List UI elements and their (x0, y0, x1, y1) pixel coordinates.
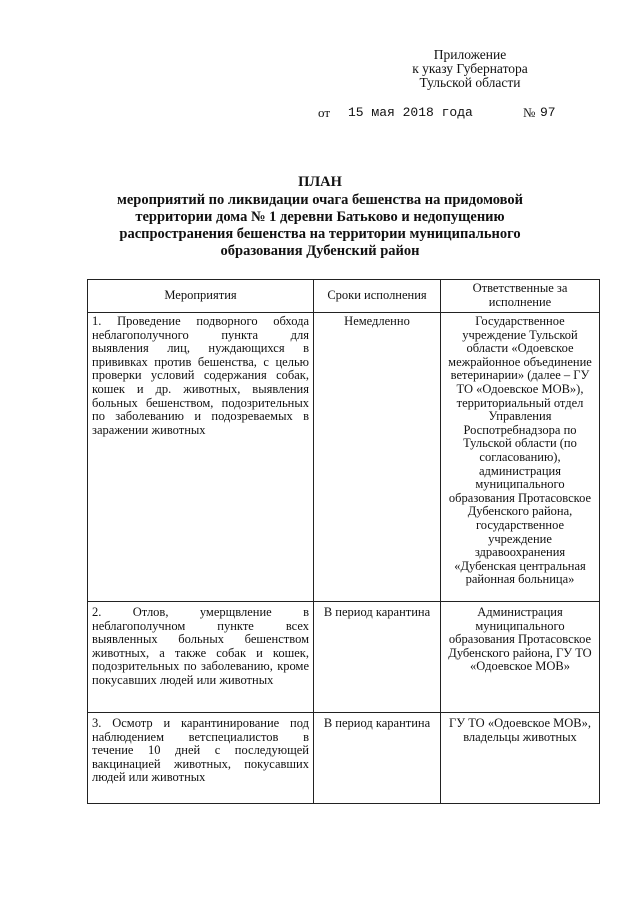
term-cell: В период карантина (314, 602, 441, 713)
responsible-cell: Администрация муниципального образования Протасовское Дубенского района, ГУ ТО «Одоевское МОВ» (441, 602, 600, 713)
responsible-cell: ГУ ТО «Одоевское МОВ», владельцы животных (441, 713, 600, 804)
header-responsible: Ответственные за исполнение (441, 280, 600, 313)
decree-from-label: от (318, 105, 331, 120)
table-header-row (88, 280, 600, 313)
title-line-3: распространения бешенства на территории муниципального (119, 226, 521, 242)
title-line-1: мероприятий по ликвидации очага бешенства на придомовой (116, 192, 523, 208)
term-cell: В период карантина (314, 713, 441, 804)
appendix-block (380, 48, 560, 90)
plan-table (87, 279, 600, 804)
decree-reference (318, 105, 556, 121)
activity-cell: 3. Осмотр и карантинирование под наблюдением ветспециалистов в течение 10 дней с последующей вакцинацией животных, покусавших людей или животных (88, 713, 314, 804)
appendix-line-1: Приложение (433, 47, 507, 62)
appendix-line-2: к указу Губернатора (412, 61, 528, 76)
decree-date: 15 мая 2018 года (348, 105, 473, 120)
header-terms: Сроки исполнения (314, 280, 441, 313)
document-title (60, 174, 580, 260)
decree-number-sign: № (523, 105, 536, 120)
table-row (88, 313, 600, 602)
decree-number: 97 (540, 105, 556, 120)
title-heading: ПЛАН (298, 174, 342, 190)
table-row (88, 602, 600, 713)
responsible-cell: Государственное учреждение Тульской области «Одоевское межрайонное объединение ветеринарии» (далее – ГУ ТО «Одоевское МОВ»), территориальный отдел Управления Роспотребнадзора по Тульской области (по согласованию), администрация муниципального образования Протасовское Дубенского района, государственное учреждение здравоохранения «Дубенская центральная районная больница» (441, 313, 600, 602)
appendix-line-3: Тульской области (419, 75, 521, 90)
header-activities: Мероприятия (88, 280, 314, 313)
activity-cell: 1. Проведение подворного обхода неблагополучного пункта для выявления лиц, нуждающихся в прививках против бешенства, с целью проверки условий содержания собак, кошек и др. животных, выявления больных бешенством, подозрительных по заболеванию и подозреваемых в заражении животных (88, 313, 314, 602)
activity-cell: 2. Отлов, умерщвление в неблагополучном пункте всех выявленных больных бешенством животных, а также собак и кошек, подозрительных по заболеванию, кроме покусавших людей или животных (88, 602, 314, 713)
term-cell: Немедленно (314, 313, 441, 602)
title-line-4: образования Дубенский район (220, 243, 420, 259)
title-line-2: территории дома № 1 деревни Батьково и недопущению (135, 209, 505, 225)
table-row (88, 713, 600, 804)
